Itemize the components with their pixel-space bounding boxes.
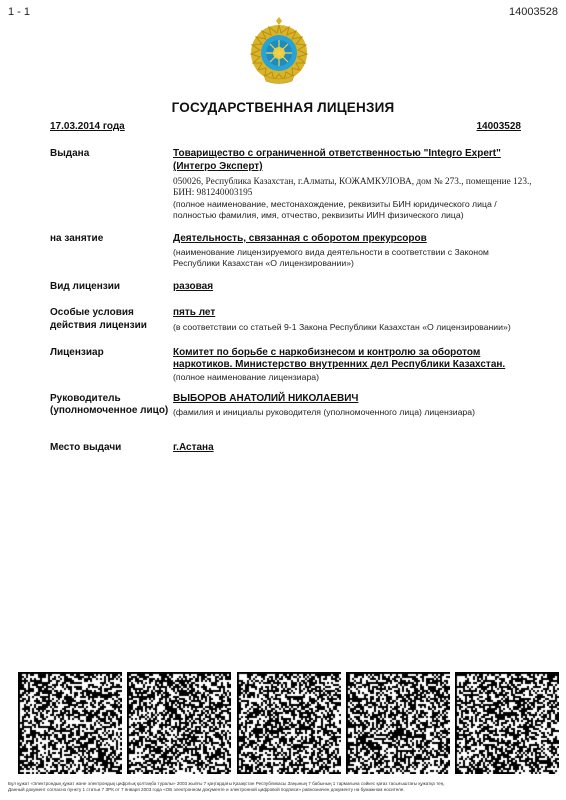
activity-value: Деятельность, связанная с оборотом прекурсоров <box>173 233 427 244</box>
licensor-value-line2: наркотиков. Министерство внутренних дел Республики Казахстан. <box>173 359 506 370</box>
issued-to-address-line1: 050026, Республика Казахстан, г.Алматы, КОЖАМКУЛОВА, дом № 273., помещение 123., <box>173 177 532 187</box>
licensor-label: Лицензиар <box>50 347 104 358</box>
activity-note-line2: Республики Казахстан «О лицензировании») <box>173 258 354 268</box>
issued-to-label: Выдана <box>50 148 90 159</box>
barcode-2 <box>127 672 231 774</box>
head-value: ВЫБОРОВ АНАТОЛИЙ НИКОЛАЕВИЧ <box>173 393 359 404</box>
licensor-value-line1: Комитет по борьбе с наркобизнесом и контролю за оборотом <box>173 347 481 358</box>
license-number: 14003528 <box>476 121 521 132</box>
issued-to-note-line2: полностью фамилия, имя, отчество, реквизиты ИИН физического лица) <box>173 210 464 220</box>
issued-to-note-line1: (полное наименование, местонахождение, реквизиты БИН юридического лица / <box>173 199 497 209</box>
footer-line2: Данный документ согласно пункту 1 статьи 7 ЗРК от 7 января 2003 года «ОБ электронном документе и электронной цифровой подписи» равнозначен документу на бумажном носителе. <box>8 787 405 792</box>
activity-note-line1: (наименование лицензируемого вида деятельности в соответствии с Законом <box>173 247 489 257</box>
special-conditions-label-line2: действия лицензии <box>50 320 147 331</box>
barcode-4 <box>346 672 450 774</box>
kazakhstan-state-emblem-icon <box>244 17 314 87</box>
barcode-1 <box>18 672 122 774</box>
barcode-3 <box>237 672 341 774</box>
footer-legal-text <box>8 781 560 793</box>
document-title: ГОСУДАРСТВЕННАЯ ЛИЦЕНЗИЯ <box>171 100 395 115</box>
issue-date: 17.03.2014 года <box>50 121 125 132</box>
place-value: г.Астана <box>173 442 214 453</box>
page-counter: 1 - 1 <box>8 6 31 18</box>
document-number-header: 14003528 <box>509 6 558 18</box>
head-label-line2: (уполномоченное лицо) <box>50 405 169 416</box>
issued-to-value-line2: (Интегро Эксперт) <box>173 161 263 172</box>
issued-to-value-line1: Товарищество с ограниченной ответственностью "Integro Expert" <box>173 148 501 159</box>
licensor-note: (полное наименование лицензиара) <box>173 372 319 382</box>
footer-line1: Бұл құжат «Электрондық құжат және электрондық цифрлық қолтаңба туралы» 2003 жылғы 7 қаңтардағы Қазақстан Республикасы Заңының 7 бабының 1 тармағына сәйкес қағаз тасығыштағы құжатқа тең. <box>8 781 445 786</box>
license-type-label: Вид лицензии <box>50 281 121 292</box>
special-conditions-value: пять лет <box>173 307 216 318</box>
issued-to-address-line2: БИН: 981240003195 <box>173 188 253 198</box>
head-label-line1: Руководитель <box>50 393 121 404</box>
activity-label: на занятие <box>50 233 104 244</box>
license-type-value: разовая <box>173 281 214 292</box>
special-conditions-label-line1: Особые условия <box>50 307 134 318</box>
special-conditions-note: (в соответствии со статьей 9-1 Закона Республики Казахстан «О лицензировании») <box>173 322 511 332</box>
head-note: (фамилия и инициалы руководителя (уполномоченного лица) лицензиара) <box>173 407 475 417</box>
barcode-5 <box>455 672 559 774</box>
place-label: Место выдачи <box>50 442 122 453</box>
